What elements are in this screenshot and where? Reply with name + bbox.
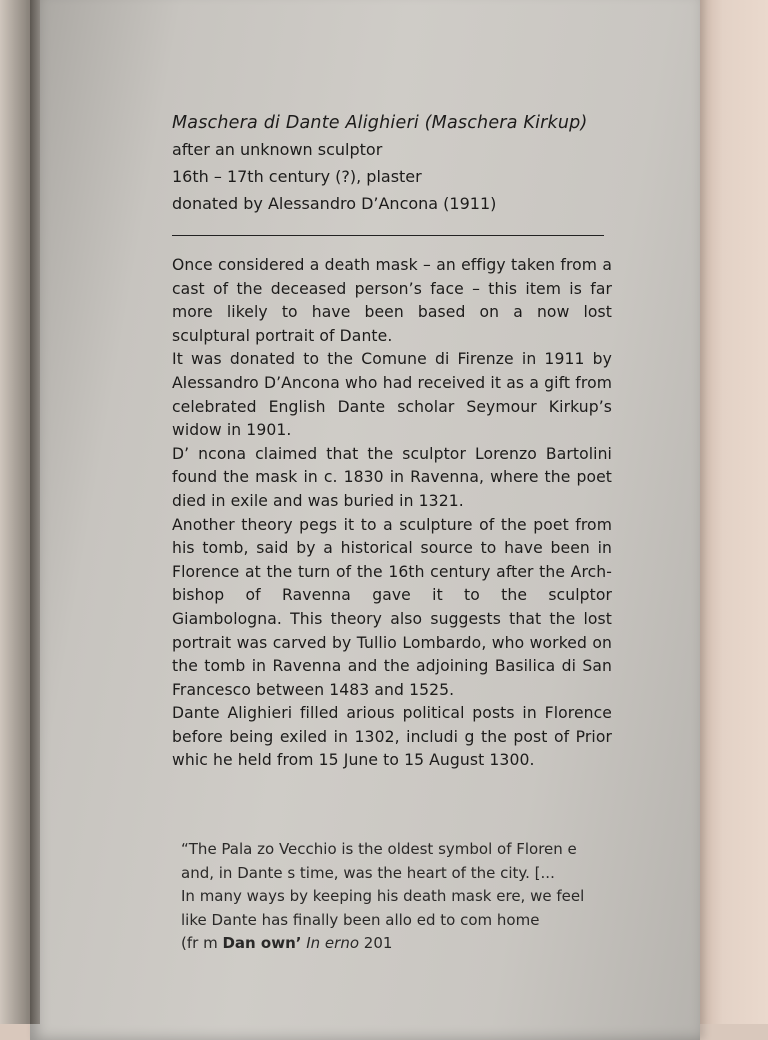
description-paragraph: Once considered a death mask – an effigy taken from a cast of the deceased person’s face – this item is far more likely to have been based on a now lost sculptural portrait of Dante.	[172, 256, 612, 345]
quote-source-year: 201	[359, 934, 393, 952]
quote-line: and, in Dante s time, was the heart of the city. [...	[181, 863, 555, 882]
artwork-title: Maschera di Dante Alighieri (Maschera Kirkup)	[172, 113, 588, 133]
quote-source-work: In erno	[301, 934, 360, 952]
quote-line: like Dante has finally been allo ed to com home	[181, 910, 540, 929]
quote-line: “The Pala zo Vecchio is the oldest symbol of Floren e	[181, 840, 577, 858]
label-text-block	[172, 110, 612, 773]
quote-line: In many ways by keeping his death mask ere, we feel	[181, 887, 585, 905]
quote-source	[181, 932, 601, 956]
quote-source-prefix: (fr m	[181, 934, 223, 952]
description-paragraph: Dante Alighieri filled arious political posts in Florence before being exiled in 1302, includi g the post of Prior whic he held from 15 June to 15 August 1300.	[172, 704, 612, 770]
divider-rule	[172, 235, 604, 236]
quotation-block	[181, 838, 601, 956]
artwork-date-medium: 16th – 17th century (?), plaster	[172, 167, 422, 186]
artwork-donor: donated by Alessandro D’Ancona (1911)	[172, 194, 497, 213]
description-paragraph: It was donated to the Comune di Firenze in 1911 by Alessandro D’Ancona who had received it as a gift from celebrated English Dante scholar Seymour Kirkup’s widow in 1901.	[172, 350, 612, 440]
quote-source-title: Dan own’	[222, 934, 302, 952]
artwork-attribution: after an unknown sculptor	[172, 140, 383, 159]
description-paragraph: D’ ncona claimed that the sculptor Lorenzo Bartolini found the mask in c. 1830 in Ravenna, where the poet died in exile and was buried in 1321.	[172, 444, 612, 510]
description-paragraph: Another theory pegs it to a sculpture of the poet from his tomb, said by a historical source to have been in Florence at the turn of the 16th century after the Arch-bishop of Ravenna gave it to the sculptor Giambologna. This theory also suggests that the lost portrait was carved by Tullio Lombardo, who worked on the tomb in Ravenna and the adjoining Basilica di San Francesco between 1483 and 1525.	[172, 515, 612, 699]
panel-edge	[30, 0, 40, 1024]
wall-right	[693, 0, 768, 1024]
